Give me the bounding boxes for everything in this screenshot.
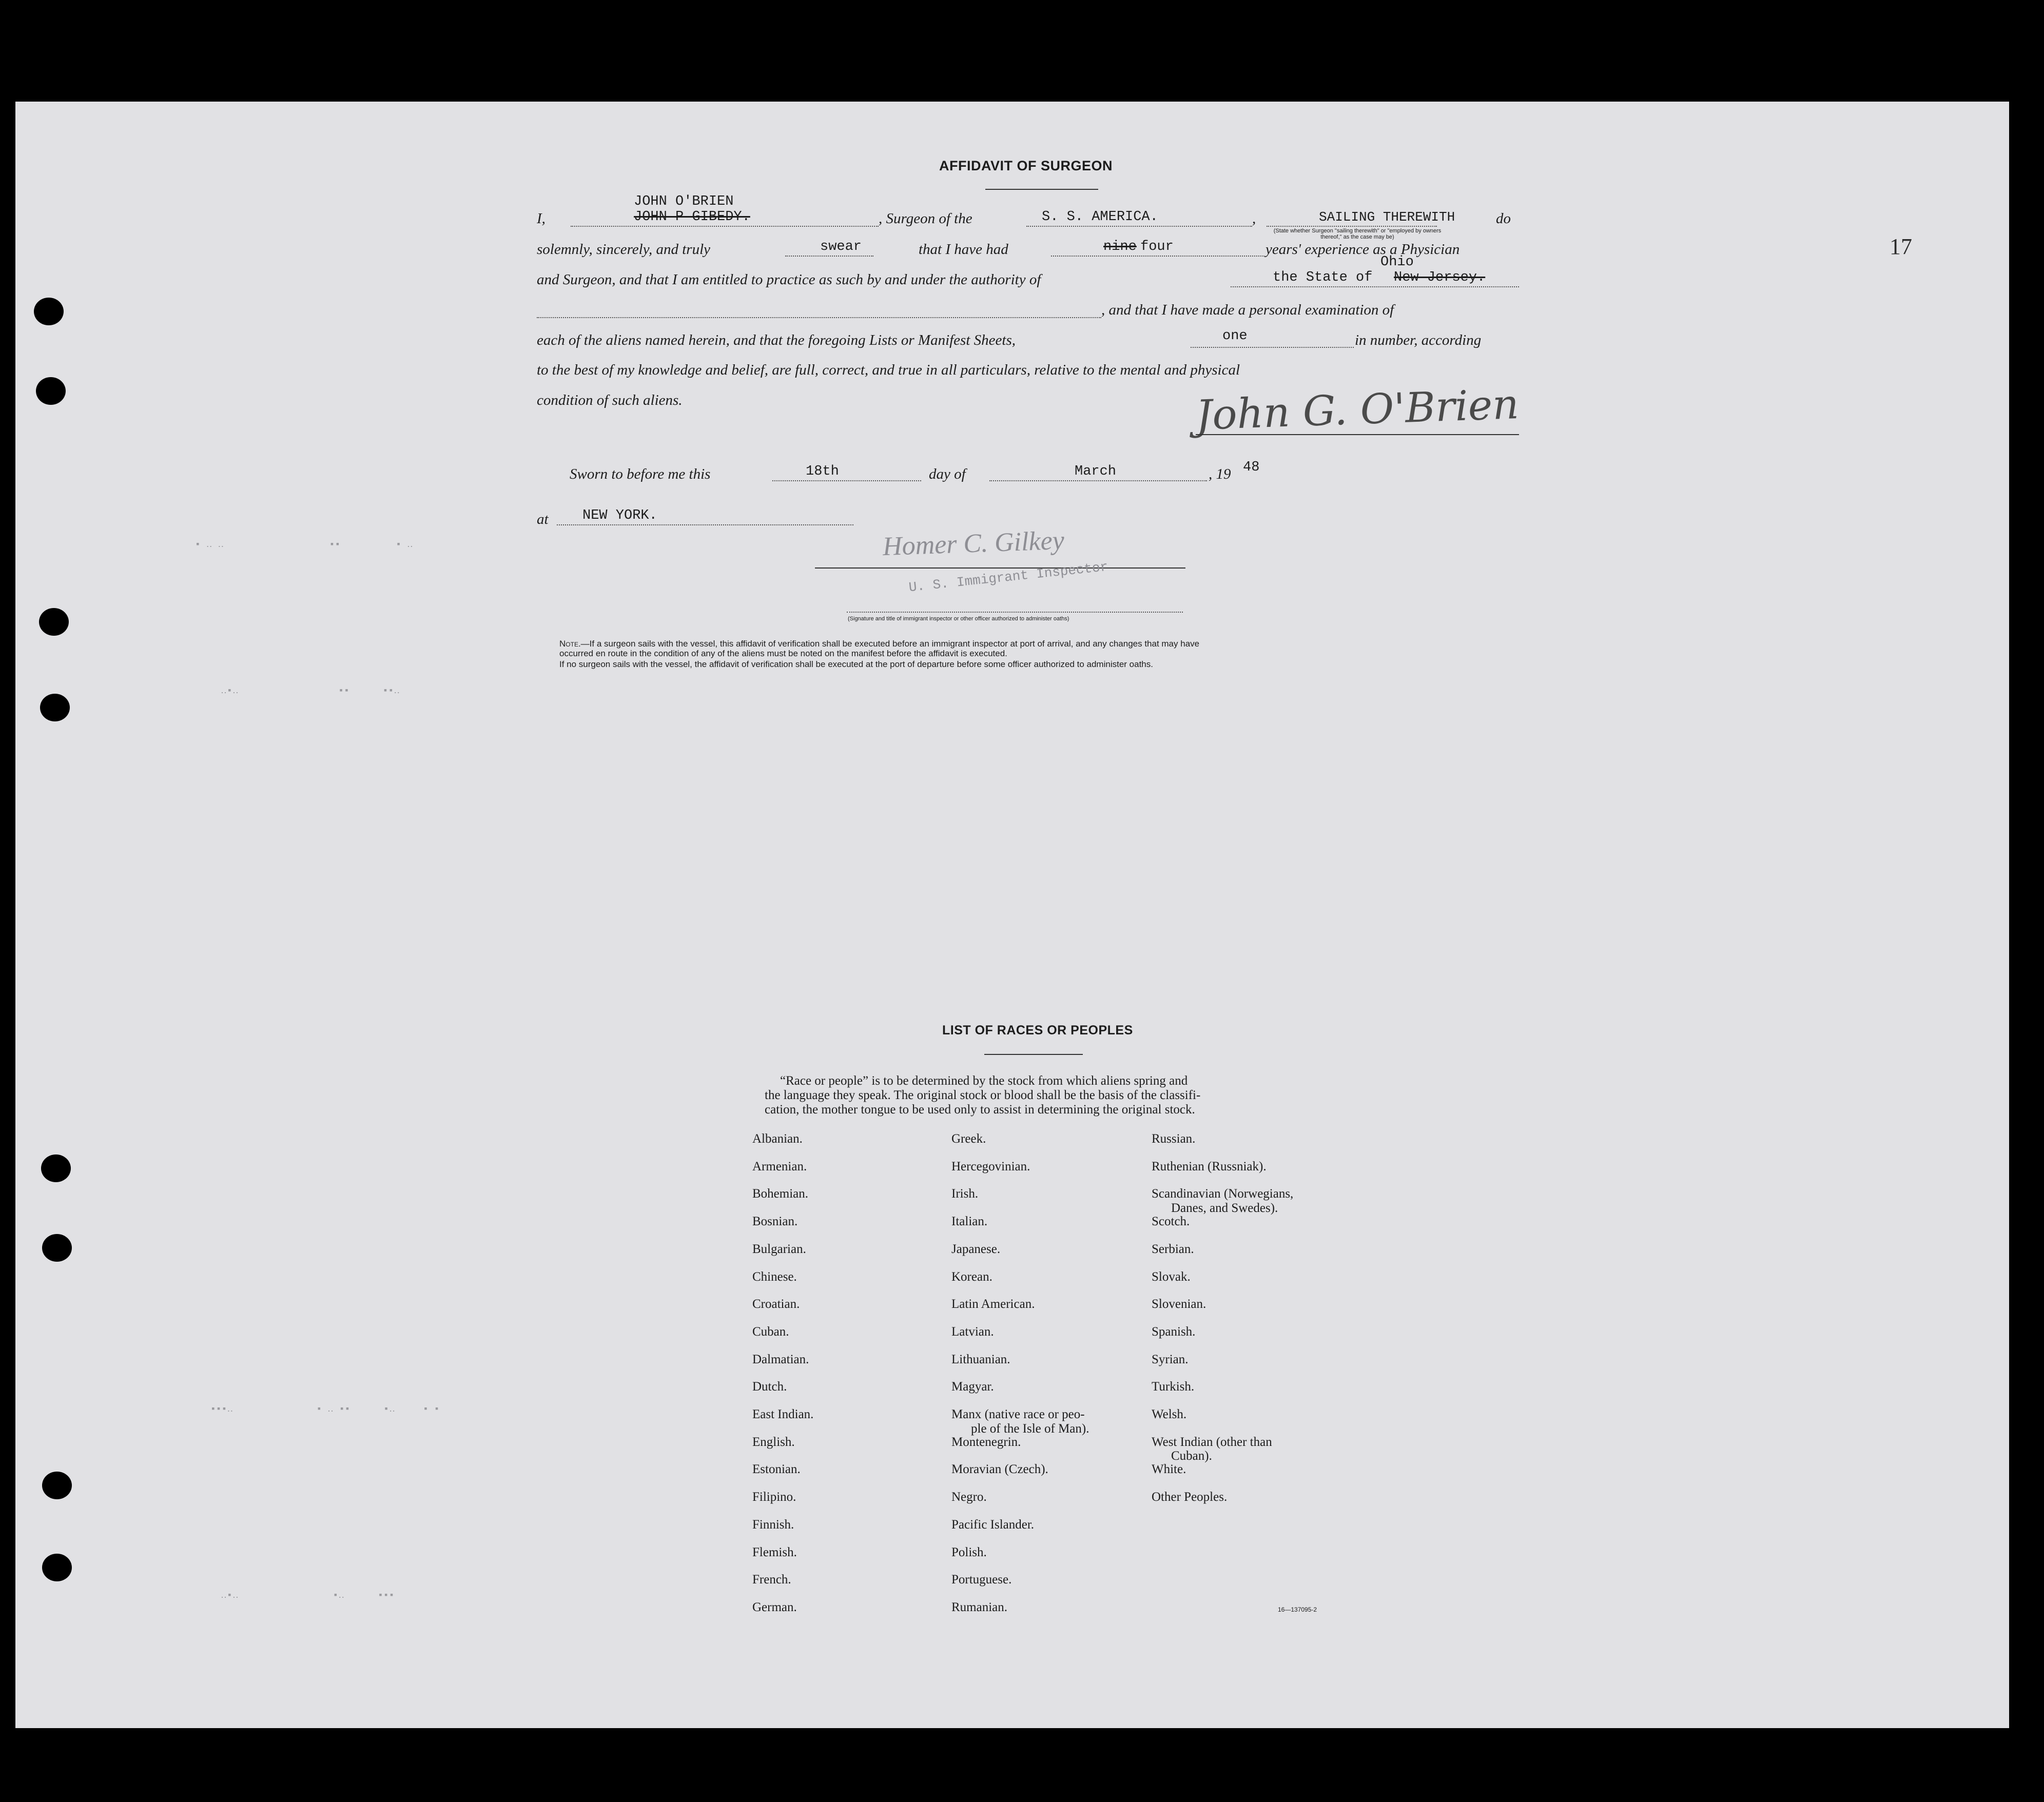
years-experience-label: years' experience as a Physician bbox=[1266, 241, 1460, 258]
race-item: Slovak. bbox=[1152, 1269, 1191, 1284]
race-item: White. bbox=[1152, 1462, 1186, 1477]
sworn-year: 48 bbox=[1243, 460, 1260, 475]
race-item: Polish. bbox=[951, 1545, 987, 1559]
race-item: Magyar. bbox=[951, 1380, 994, 1394]
page-number: 17 bbox=[1890, 234, 1912, 259]
race-item: Cuban). bbox=[1171, 1449, 1212, 1463]
race-item: Albanian. bbox=[752, 1132, 803, 1146]
ship-line bbox=[1026, 226, 1252, 227]
ship-comma: , bbox=[1252, 210, 1256, 227]
race-item: French. bbox=[752, 1573, 791, 1586]
sailing-status: SAILING THEREWITH bbox=[1319, 209, 1455, 225]
race-item: Estonian. bbox=[752, 1462, 801, 1476]
affidavit-title: AFFIDAVIT OF SURGEON bbox=[939, 158, 1113, 173]
race-item: Bohemian. bbox=[752, 1187, 809, 1201]
note-line1 bbox=[559, 639, 1199, 649]
race-item: ple of the Isle of Man). bbox=[971, 1421, 1089, 1436]
race-item: Korean. bbox=[951, 1269, 992, 1284]
race-item: East Indian. bbox=[752, 1407, 814, 1421]
race-item: Scandinavian (Norwegians, bbox=[1152, 1187, 1294, 1201]
race-item: English. bbox=[752, 1435, 795, 1449]
blank-line bbox=[537, 317, 1101, 318]
race-item: Lithuanian. bbox=[951, 1352, 1010, 1366]
race-item: Danes, and Swedes). bbox=[1171, 1201, 1278, 1216]
race-item: Russian. bbox=[1152, 1132, 1196, 1146]
race-item: Filipino. bbox=[752, 1490, 796, 1504]
surgeon-name: JOHN O'BRIEN bbox=[634, 194, 734, 209]
name-line bbox=[571, 226, 879, 227]
race-item: Moravian (Czech). bbox=[951, 1462, 1048, 1477]
status-line bbox=[1267, 226, 1437, 227]
note-text1: —If a surgeon sails with the vessel, this affidavit of verification shall be executed before an immigrant inspector at port of arrival, and any changes that may have bbox=[580, 639, 1200, 649]
races-intro-line3: cation, the mother tongue to be used only to assist in determining the original stock. bbox=[765, 1103, 1195, 1117]
race-item: Dalmatian. bbox=[752, 1353, 809, 1366]
race-item: Bosnian. bbox=[752, 1215, 798, 1228]
years-line bbox=[1051, 256, 1263, 257]
race-item: Negro. bbox=[951, 1490, 987, 1504]
signature-caption: (Signature and title of immigrant inspector or other officer authorized to administer oaths) bbox=[848, 616, 1069, 622]
surgeon-signature: John G. O'Brien bbox=[1195, 380, 1520, 439]
race-item: Latvian. bbox=[951, 1324, 994, 1339]
place: NEW YORK. bbox=[582, 508, 657, 523]
that-label: that I have had bbox=[919, 241, 1008, 258]
binder-hole bbox=[34, 298, 64, 325]
form-number: 16—137095-2 bbox=[1278, 1606, 1317, 1613]
race-item: Chinese. bbox=[752, 1270, 797, 1284]
i-label: I, bbox=[537, 210, 546, 227]
solemnly-label: solemnly, sincerely, and truly bbox=[537, 241, 711, 258]
ship-name: S. S. AMERICA. bbox=[1042, 209, 1158, 225]
race-item: Rumanian. bbox=[951, 1600, 1008, 1614]
race-item: Portuguese. bbox=[951, 1573, 1012, 1587]
binder-hole bbox=[41, 1154, 71, 1182]
race-item: Greek. bbox=[951, 1132, 986, 1146]
race-item: Armenian. bbox=[752, 1160, 807, 1173]
signature-line bbox=[1196, 434, 1519, 435]
oath-line bbox=[785, 256, 873, 257]
race-item: Scotch. bbox=[1152, 1215, 1190, 1229]
binder-hole bbox=[40, 694, 70, 721]
note-line2: occurred en route in the condition of any of the aliens must be noted on the manifest before the affidavit is executed. bbox=[559, 649, 1007, 658]
oath-word: swear bbox=[820, 239, 862, 254]
race-item: Welsh. bbox=[1152, 1407, 1187, 1421]
year-prefix: , 19 bbox=[1209, 466, 1231, 482]
place-line bbox=[557, 524, 853, 525]
race-item: Croatian. bbox=[752, 1297, 800, 1311]
each-label: each of the aliens named herein, and that the foregoing Lists or Manifest Sheets, bbox=[537, 332, 1016, 348]
race-item: Japanese. bbox=[951, 1242, 1001, 1256]
bleed-through-marks: ▪ ‥ ‥ ▪▪ ▪ ‥ bbox=[195, 540, 413, 550]
race-item: Serbian. bbox=[1152, 1242, 1194, 1256]
at-label: at bbox=[537, 511, 549, 527]
authority-state: Ohio bbox=[1380, 254, 1414, 270]
authority-struck: New Jersey. bbox=[1394, 270, 1486, 285]
race-item: Latin American. bbox=[951, 1297, 1035, 1311]
surgeon-name-struck: JOHN P GIBEDY. bbox=[634, 209, 750, 225]
sheets-count: one bbox=[1222, 328, 1248, 344]
do-label: do bbox=[1496, 210, 1511, 227]
in-number-label: in number, according bbox=[1355, 332, 1482, 348]
binder-hole bbox=[42, 1234, 72, 1262]
years-struck: nine bbox=[1103, 239, 1137, 254]
bleed-through-marks: ▪▪▪‥ ▪ ‥ ▪▪ ▪‥ ▪ ▪ bbox=[210, 1404, 440, 1415]
binder-hole bbox=[42, 1472, 72, 1499]
race-item: Montenegrin. bbox=[951, 1435, 1021, 1449]
bleed-through-marks: ‥▪‥ ▪‥ ▪▪▪ bbox=[221, 1591, 395, 1601]
authority-label: and Surgeon, and that I am entitled to practice as such by and under the authority of bbox=[537, 271, 1041, 288]
caption-line bbox=[847, 612, 1183, 613]
race-item: Irish. bbox=[951, 1187, 979, 1201]
races-title: LIST OF RACES OR PEOPLES bbox=[942, 1023, 1133, 1037]
race-item: Finnish. bbox=[752, 1518, 794, 1532]
binder-hole bbox=[39, 608, 69, 636]
race-item: Pacific Islander. bbox=[951, 1517, 1035, 1532]
race-item: Turkish. bbox=[1152, 1380, 1195, 1394]
bleed-through-marks: ‥▪‥ ▪▪ ▪▪‥ bbox=[221, 686, 400, 696]
race-item: Dutch. bbox=[752, 1380, 787, 1394]
surgeon-of-label: , Surgeon of the bbox=[879, 210, 972, 227]
races-title-rule bbox=[984, 1054, 1083, 1055]
race-item: Italian. bbox=[951, 1215, 988, 1229]
race-item: Cuban. bbox=[752, 1325, 789, 1339]
race-item: Hercegovinian. bbox=[951, 1159, 1030, 1173]
race-item: Flemish. bbox=[752, 1545, 797, 1559]
note-lead: Note. bbox=[559, 639, 581, 649]
inspector-signature: Homer C. Gilkey bbox=[882, 525, 1065, 562]
authority-prefix: the State of bbox=[1273, 270, 1373, 285]
race-item: German. bbox=[752, 1600, 797, 1614]
race-item: Slovenian. bbox=[1152, 1297, 1206, 1311]
races-intro-line2: the language they speak. The original stock or blood shall be the basis of the classifi- bbox=[765, 1088, 1201, 1102]
day-of-label: day of bbox=[929, 466, 966, 482]
inspector-signature-line bbox=[815, 567, 1185, 569]
day-line bbox=[772, 480, 921, 481]
inspector-stamp: U. S. Immigrant Inspector bbox=[908, 559, 1109, 596]
authority-line bbox=[1231, 286, 1519, 287]
condition-label: condition of such aliens. bbox=[537, 392, 683, 408]
race-item: Spanish. bbox=[1152, 1324, 1196, 1339]
title-rule bbox=[985, 189, 1098, 190]
race-item: Other Peoples. bbox=[1152, 1490, 1228, 1504]
sheets-line bbox=[1191, 347, 1354, 348]
sworn-day: 18th bbox=[806, 464, 839, 479]
month-line bbox=[989, 480, 1207, 481]
binder-hole bbox=[42, 1554, 72, 1581]
race-item: Bulgarian. bbox=[752, 1242, 806, 1256]
race-item: West Indian (other than bbox=[1152, 1435, 1272, 1449]
race-item: Ruthenian (Russniak). bbox=[1152, 1159, 1267, 1173]
races-intro-line1: “Race or people” is to be determined by the stock from which aliens spring and bbox=[780, 1074, 1188, 1088]
sworn-label: Sworn to before me this bbox=[570, 466, 711, 482]
sworn-month: March bbox=[1075, 464, 1117, 479]
state-whether-note: (State whether Surgeon "sailing therewith" or "employed by owners thereof," as the case may be) bbox=[1273, 228, 1442, 240]
best-label: to the best of my knowledge and belief, are full, correct, and true in all particulars, relative to the mental and physical bbox=[537, 362, 1240, 378]
binder-hole bbox=[36, 377, 66, 405]
race-item: Manx (native race or peo- bbox=[951, 1407, 1085, 1421]
personal-exam-label: , and that I have made a personal examination of bbox=[1101, 302, 1394, 318]
years-value: four bbox=[1140, 239, 1174, 254]
note-line3: If no surgeon sails with the vessel, the affidavit of verification shall be executed at the port of departure before some officer authorized to administer oaths. bbox=[559, 659, 1153, 669]
race-item: Syrian. bbox=[1152, 1352, 1189, 1366]
